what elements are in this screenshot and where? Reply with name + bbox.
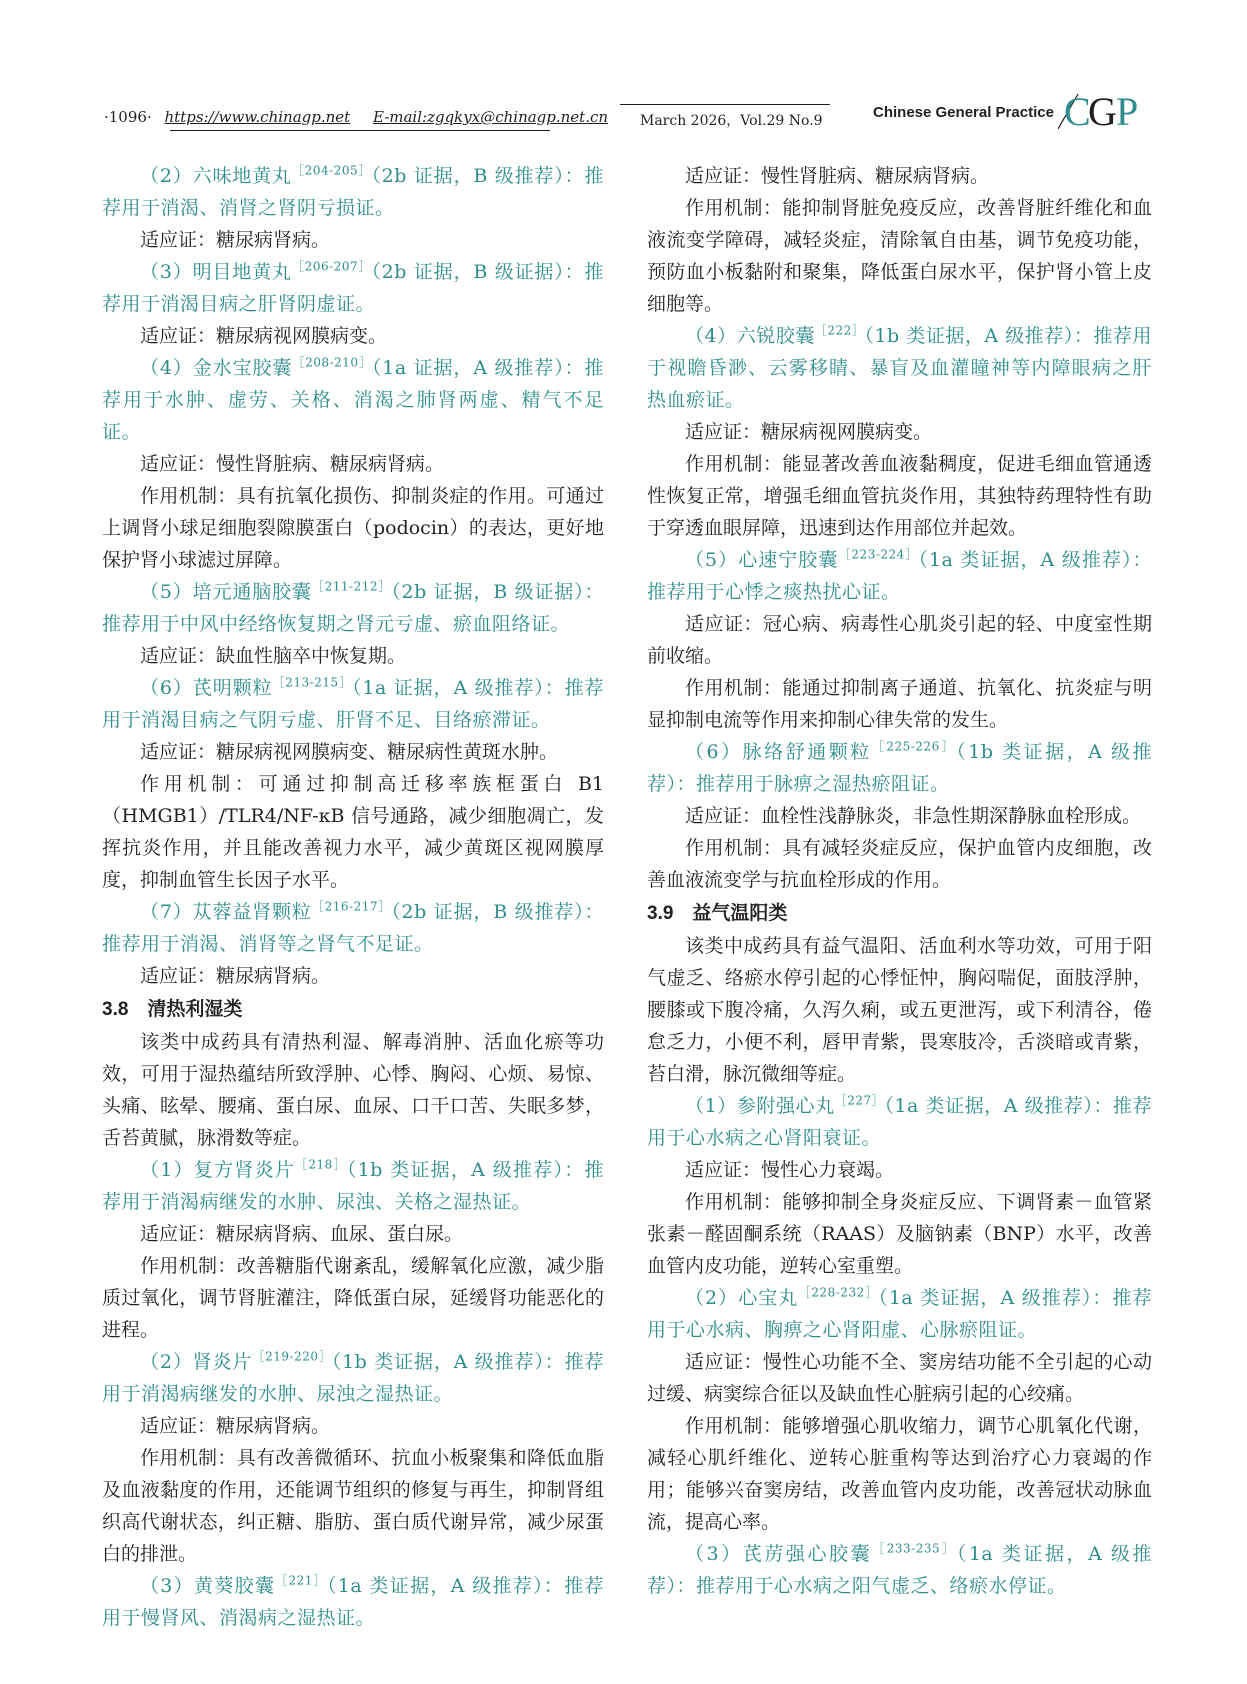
recommendation-text: （1a 类证据，A 级推荐）：推荐用于心水病、胸痹之心肾阳虚、心脉瘀阻证。 (647, 1287, 1152, 1341)
medicine-name: （3）芪苈强心胶囊 (685, 1543, 873, 1565)
medicine-name: （2）肾炎片 (140, 1351, 253, 1373)
body-paragraph: 适应证：缺血性脑卒中恢复期。 (140, 645, 407, 667)
medicine-name: （7）苁蓉益肾颗粒 (140, 901, 312, 923)
medicine-recommendation (647, 320, 1152, 416)
svg-text:G: G (1088, 89, 1117, 132)
recommendation-text: （1a 类证据，A 级推荐）：推荐用于慢肾风、消渴病之湿热证。 (102, 1575, 605, 1629)
recommendation-text: （1a 类证据，A 级推荐）：推荐用于心悸之痰热扰心证。 (647, 549, 1152, 603)
section-heading: 3.8 清热利湿类 (102, 999, 243, 1020)
medicine-recommendation (647, 736, 1152, 800)
issue-info: March 2026，Vol.29 No.9 (640, 113, 823, 129)
journal-url-link[interactable]: https://www.chinagp.net (164, 108, 351, 126)
body-paragraph: 适应证：糖尿病视网膜病变。 (140, 325, 388, 347)
medicine-name: （3）黄葵胶囊 (140, 1575, 276, 1597)
body-paragraph: 适应证：慢性心功能不全、窦房结功能不全引起的心动过缓、病窦综合征以及缺血性心脏病引起的心绞痛。 (647, 1351, 1152, 1405)
cgp-logo-icon (1058, 88, 1154, 132)
body-paragraph: 作用机制：可通过抑制高迁移率族框蛋白 B1（HMGB1）/TLR4/NF-κB 信号通路，减少细胞凋亡，发挥抗炎作用，并且能改善视力水平，减少黄斑区视网膜厚度，抑制血管生长因子水平。 (102, 773, 604, 891)
body-paragraph: 适应证：血栓性浅静脉炎，非急性期深静脉血栓形成。 (685, 805, 1142, 827)
body-paragraph: 适应证：糖尿病视网膜病变。 (685, 421, 933, 443)
body-paragraph: 作用机制：具有改善微循环、抗血小板聚集和降低血脂及血液黏度的作用，还能调节组织的修复与再生，抑制肾组织高代谢状态，纠正糖、脂肪、蛋白质代谢异常，减少尿蛋白的排泄。 (102, 1447, 604, 1565)
header-rule-right (620, 104, 830, 105)
recommendation-text: （1b 类证据，A 级推荐）：推荐用于消渴病继发的水肿、尿浊之湿热证。 (102, 1351, 604, 1405)
body-paragraph: 作用机制：具有抗氧化损伤、抑制炎症的作用。可通过上调肾小球足细胞裂隙膜蛋白（podocin）的表达，更好地保护肾小球滤过屏障。 (102, 485, 604, 571)
recommendation-text: （1a 证据，A 级推荐）：推荐用于水肿、虚劳、关格、消渴之肺肾两虚、精气不足证。 (102, 357, 604, 443)
body-paragraph: 作用机制：改善糖脂代谢紊乱，缓解氧化应激，减少脂质过氧化，调节肾脏灌注，降低蛋白尿，延缓肾功能恶化的进程。 (102, 1255, 604, 1341)
citation-ref: ［208-210］ (292, 355, 372, 370)
citation-ref: ［227］ (834, 1093, 885, 1108)
right-column (647, 160, 1152, 1602)
medicine-recommendation (102, 160, 604, 224)
citation-ref: ［223-224］ (838, 547, 919, 562)
journal-name: Chinese General Practice (873, 104, 1054, 121)
medicine-recommendation (647, 544, 1152, 608)
citation-ref: ［228-232］ (798, 1285, 879, 1300)
body-paragraph: 适应证：慢性心力衰竭。 (685, 1159, 895, 1181)
body-paragraph: 适应证：糖尿病肾病。 (140, 229, 331, 251)
citation-ref: ［221］ (275, 1573, 327, 1588)
citation-ref: ［233-235］ (872, 1541, 957, 1556)
medicine-recommendation (102, 352, 604, 448)
citation-ref: ［222］ (814, 323, 865, 338)
citation-ref: ［211-212］ (311, 579, 392, 594)
medicine-recommendation (102, 576, 604, 640)
citation-ref: ［213-215］ (272, 675, 352, 690)
recommendation-text: （1a 类证据，A 级推荐）：推荐用于心水病之心肾阳衰证。 (647, 1095, 1153, 1149)
body-paragraph: 适应证：糖尿病肾病。 (140, 965, 331, 987)
left-column (102, 160, 604, 1634)
citation-ref: ［218］ (295, 1157, 347, 1172)
medicine-recommendation (647, 1538, 1152, 1602)
medicine-recommendation (102, 896, 604, 960)
citation-ref: ［204-205］ (291, 163, 372, 178)
recommendation-text: （2b 证据，B 级推荐）：推荐用于消渴、消肾等之肾气不足证。 (102, 901, 604, 955)
recommendation-text: （1b 类证据，A 级推荐）：推荐用于视瞻昏渺、云雾移睛、暴盲及血灌瞳神等内障眼病之肝热血瘀证。 (647, 325, 1153, 411)
medicine-recommendation (102, 256, 604, 320)
body-paragraph: 适应证：慢性肾脏病、糖尿病肾病。 (685, 165, 990, 187)
recommendation-text: （2b 证据，B 级证据）：推荐用于消渴目病之肝肾阴虚证。 (102, 261, 604, 315)
recommendation-text: （1a 证据，A 级推荐）：推荐用于消渴目病之气阴亏虚、肝肾不足、目络瘀滞证。 (102, 677, 605, 731)
medicine-name: （6）脉络舒通颗粒 (685, 741, 872, 763)
citation-ref: ［216-217］ (311, 899, 392, 914)
medicine-name: （5）培元通脑胶囊 (140, 581, 312, 603)
body-paragraph: 作用机制：具有减轻炎症反应，保护血管内皮细胞，改善血液流变学与抗血栓形成的作用。 (647, 837, 1152, 891)
body-paragraph: 适应证：糖尿病肾病、血尿、蛋白尿。 (140, 1223, 464, 1245)
body-paragraph: 作用机制：能够抑制全身炎症反应、下调肾素－血管紧张素－醛固酮系统（RAAS）及脑钠素（BNP）水平，改善血管内皮功能，逆转心室重塑。 (647, 1191, 1152, 1277)
header-rule-left (170, 130, 550, 131)
medicine-name: （5）心速宁胶囊 (685, 549, 839, 571)
medicine-recommendation (647, 1282, 1152, 1346)
citation-ref: ［219-220］ (252, 1349, 332, 1364)
body-paragraph: 作用机制：能抑制肾脏免疫反应，改善肾脏纤维化和血液流变学障碍，减轻炎症，清除氧自由基，调节免疫功能，预防血小板黏附和聚集，降低蛋白尿水平，保护肾小管上皮细胞等。 (647, 197, 1152, 315)
medicine-recommendation (102, 1570, 604, 1634)
header-left (104, 108, 608, 126)
medicine-name: （1）复方肾炎片 (140, 1159, 296, 1181)
medicine-name: （2）六味地黄丸 (140, 165, 292, 187)
body-paragraph: 该类中成药具有益气温阳、活血利水等功效，可用于阳气虚乏、络瘀水停引起的心悸怔忡，胸闷喘促，面肢浮肿，腰膝或下腹冷痛，久泻久痢，或五更泄泻，或下利清谷，倦怠乏力，小便不利，唇甲青紫，畏寒肢冷，舌淡暗或青紫，苔白滑，脉沉微细等症。 (647, 935, 1152, 1085)
medicine-recommendation (102, 672, 604, 736)
recommendation-text: （1a 类证据，A 级推荐）：推荐用于心水病之阳气虚乏、络瘀水停证。 (647, 1543, 1152, 1597)
body-paragraph: 作用机制：能显著改善血液黏稠度，促进毛细血管通透性恢复正常，增强毛细血管抗炎作用，其独特药理特性有助于穿透血眼屏障，迅速到达作用部位并起效。 (647, 453, 1152, 539)
medicine-name: （4）六锐胶囊 (685, 325, 815, 347)
recommendation-text: （1b 类证据，A 级推荐）：推荐用于消渴病继发的水肿、尿浊、关格之湿热证。 (102, 1159, 604, 1213)
body-paragraph: 适应证：冠心病、病毒性心肌炎引起的轻、中度室性期前收缩。 (647, 613, 1152, 667)
body-paragraph: 适应证：糖尿病肾病。 (140, 1415, 331, 1437)
medicine-recommendation (647, 1090, 1152, 1154)
medicine-name: （3）明目地黄丸 (140, 261, 292, 283)
medicine-name: （4）金水宝胶囊 (140, 357, 293, 379)
medicine-name: （1）参附强心丸 (685, 1095, 835, 1117)
svg-text:C: C (1064, 89, 1091, 132)
body-paragraph: 适应证：慢性肾脏病、糖尿病肾病。 (140, 453, 445, 475)
section-heading: 3.9 益气温阳类 (647, 903, 788, 924)
recommendation-text: （1b 类证据，A 级推荐）：推荐用于脉痹之湿热瘀阻证。 (647, 741, 1152, 795)
svg-text:P: P (1116, 89, 1139, 132)
recommendation-text: （2b 证据，B 级推荐）：推荐用于消渴、消肾之肾阴亏损证。 (102, 165, 604, 219)
body-paragraph: 作用机制：能够增强心肌收缩力，调节心肌氧化代谢，减轻心肌纤维化、逆转心脏重构等达到治疗心力衰竭的作用；能够兴奋窦房结，改善血管内皮功能，改善冠状动脉血流，提高心率。 (647, 1415, 1152, 1533)
body-paragraph: 该类中成药具有清热利湿、解毒消肿、活血化瘀等功效，可用于湿热蕴结所致浮肿、心悸、胸闷、心烦、易惊、头痛、眩晕、腰痛、蛋白尿、血尿、口干口苦、失眠多梦，舌苔黄腻，脉滑数等症。 (102, 1031, 604, 1149)
body-paragraph: 适应证：糖尿病视网膜病变、糖尿病性黄斑水肿。 (140, 741, 559, 763)
medicine-name: （6）芪明颗粒 (140, 677, 273, 699)
citation-ref: ［225-226］ (871, 739, 957, 754)
body-paragraph: 作用机制：能通过抑制离子通道、抗氧化、抗炎症与明显抑制电流等作用来抑制心律失常的发生。 (647, 677, 1152, 731)
citation-ref: ［206-207］ (291, 259, 372, 274)
medicine-recommendation (102, 1154, 604, 1218)
email-link[interactable]: E-mail:zgqkyx@chinagp.net.cn (372, 108, 609, 126)
medicine-name: （2）心宝丸 (685, 1287, 799, 1309)
recommendation-text: （2b 证据，B 级证据）：推荐用于中风中经络恢复期之肾元亏虚、瘀血阻络证。 (102, 581, 604, 635)
medicine-recommendation (102, 1346, 604, 1410)
page-number: ·1096· (104, 108, 152, 126)
